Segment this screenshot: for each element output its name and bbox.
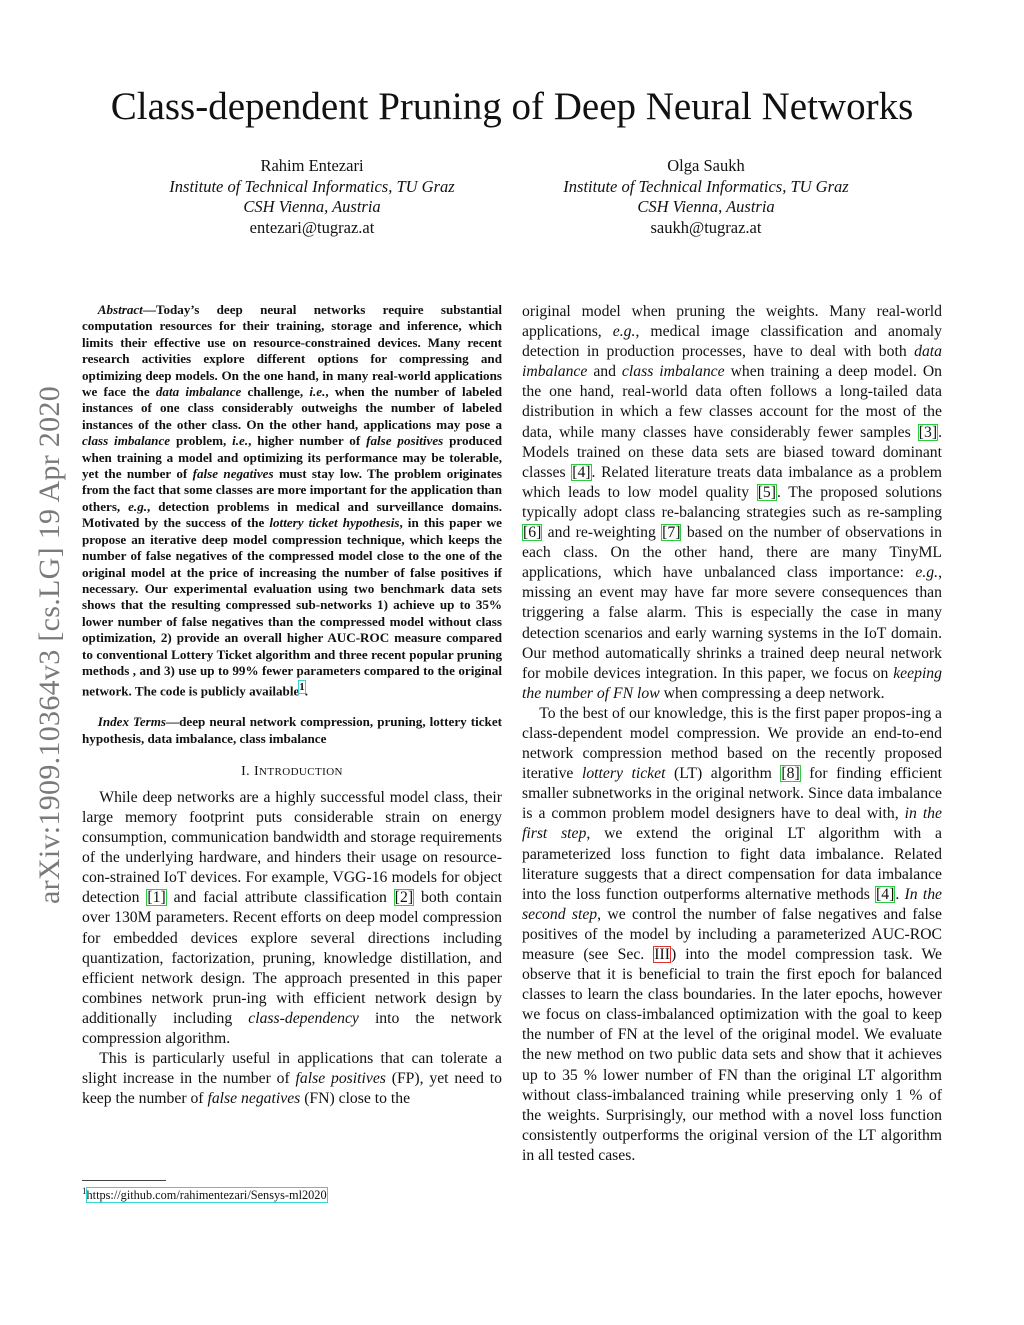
author-name: Olga Saukh: [667, 156, 745, 175]
author-location: CSH Vienna, Austria: [243, 197, 381, 216]
citation-link[interactable]: [6]: [523, 524, 542, 542]
arxiv-identifier: arXiv:1909.10364v3 [cs.LG] 19 Apr 2020: [33, 385, 66, 905]
citation-link[interactable]: [2]: [394, 889, 414, 907]
citation-link[interactable]: [4]: [572, 463, 591, 481]
intro-paragraph-1: While deep networks are a highly successful model class, their large memory footprint puts considerable strain on energy consumption, communication bandwidth and storage requirements of the underlying hardware, and hinders their usage on resource-con-strained IoT devices. For example, VGG-16 models for object detection [1] and facial attribute classification [2] both contain over 130M parameters. Recent efforts on deep model compression for embedded devices explore several directions including quantization, factorization, pruning, knowledge distillation, and efficient network design. The approach presented in this paper combines network prun-ing with efficient network design by additionally including class-dependency into the network compression algorithm.: [82, 788, 502, 1048]
section-heading-introduction: I. INTRODUCTION: [241, 763, 343, 779]
intro-paragraph-3: original model when pruning the weights. Many real-world applications, e.g., medical image classification and anomaly detection in production processes, have to deal with both data imbalance and class imbalance when training a deep model. On the one hand, real-world data often follows a long-tailed data distribution in which a few classes account for the most of the data, while many classes have considerably fewer samples [3]. Models trained on these data sets are biased toward dominant classes [4]. Related literature treats data imbalance as a problem which leads to low model quality [5]. The proposed solutions typically adopt class re-balancing strategies such as re-sampling [6] and re-weighting [7] based on the number of observations in each class. On the other hand, there are many TinyML applications, which have unbalanced class importance: e.g., missing an event may have far more severe consequences than triggering a false alarm. This is especially the case in many detection scenarios and early warning systems in the IoT domain. Our method automatically shrinks a trained deep neural network for mobile devices integration. In this paper, we focus on keeping the number of FN low when compressing a deep network.: [522, 303, 943, 702]
author-block-1: [112, 156, 512, 238]
paper-title: Class-dependent Pruning of Deep Neural Networks: [110, 85, 914, 128]
footnote-divider: [82, 1180, 166, 1181]
citation-link[interactable]: [3]: [918, 423, 938, 441]
author-location: CSH Vienna, Austria: [637, 197, 775, 216]
author-name: Rahim Entezari: [260, 156, 364, 175]
citation-link[interactable]: [8]: [781, 765, 800, 783]
citation-link[interactable]: [4]: [876, 885, 895, 903]
right-column: [522, 302, 942, 1166]
citation-link[interactable]: [5]: [757, 483, 776, 501]
author-affiliation: Institute of Technical Informatics, TU Graz: [563, 176, 849, 196]
author-affiliation: Institute of Technical Informatics, TU Graz: [169, 176, 455, 196]
intro-paragraph-2: This is particularly useful in applications that can tolerate a slight increase in the number of false positives (FP), yet need to keep the number of false negatives (FN) close to the: [82, 1050, 502, 1108]
author-email[interactable]: entezari@tugraz.at: [249, 217, 375, 237]
citation-link[interactable]: [7]: [662, 524, 681, 542]
citation-link[interactable]: [1]: [147, 889, 166, 907]
abstract-label: Abstract: [97, 302, 143, 317]
footnote-ref-link[interactable]: 1: [299, 681, 305, 694]
index-terms: Index Terms—deep neural network compression, pruning, lottery ticket hypothesis, data imbalance, class imbalance: [82, 714, 502, 746]
section-reference-link[interactable]: III: [654, 946, 670, 963]
author-email[interactable]: saukh@tugraz.at: [650, 217, 762, 237]
left-column: [82, 302, 502, 1109]
index-terms-label: Index Terms: [97, 714, 167, 730]
author-block-2: [506, 156, 906, 238]
footnote-url-link[interactable]: https://github.com/rahimentezari/Sensys-ml2020: [86, 1188, 327, 1203]
abstract: Abstract—Today’s deep neural networks require substantial computation resources for their training, storage and inference, which limits their effective use on resource-constrained devices. Many recent research activities explore different options for compressing and optimizing deep models. On the one hand, in many real-world applications we face the data imbalance challenge, i.e., when the number of labeled instances of one class considerably outweighs the number of labeled instances of the other class. On the other hand, applications may pose a class imbalance problem, i.e., higher number of false positives produced when training a model and optimizing its performance may be tolerable, yet the number of false negatives must stay low. The problem originates from the fact that some classes are more important for the application than others, e.g., detection problems in medical and surveillance domains. Motivated by the success of the lottery ticket hypothesis, in this paper we propose an iterative deep model compression technique, which keeps the number of false negatives of the compressed model close to the one of the original model at the price of increasing the number of false positives if necessary. Our experimental evaluation using two benchmark data sets shows that the resulting compressed sub-networks 1) achieve up to 35% lower number of false negatives than the compressed model without class optimization, 2) provide an overall higher AUC-ROC measure compared to conventional Lottery Ticket algorithm and three recent popular pruning methods , and 3) use up to 99% fewer parameters compared to the original network. The code is publicly available$^1$.: [82, 302, 502, 699]
intro-paragraph-4: To the best of our knowledge, this is the first paper propos-ing a class-dependent model compression. We provide an end-to-end network compression method based on the recently proposed iterative lottery ticket (LT) algorithm [8] for finding efficient smaller subnetworks in the original network. Since data imbalance is a common problem model designers have to deal with, in the first step, we extend the original LT algorithm with a parameterized loss function to fight data imbalance. Related literature suggests that a direct compensation for data imbalance into the loss function outperforms alternative methods [4]. In the second step, we control the number of false negatives and false positives of the model by including a parameterized AUC-ROC measure (see Sec. III) into the model compression task. We observe that it is beneficial to train the first epoch for balanced classes to learn the class boundaries. In the later epochs, however we focus on class-imbalanced optimization with the goal to keep the number of FN at the level of the original model. We evaluate the new method on two public data sets and show that it achieves up to 35 % lower number of FN than the original LT algorithm without class-imbalanced training while preserving only 1 % of the weights. Surprisingly, our method with a novel loss function consistently outperforms the original version of the LT algorithm in all tested cases.: [522, 704, 942, 1164]
footnote: $^1$https://github.com/rahimentezari/Sensys-ml2020: [82, 1186, 327, 1203]
